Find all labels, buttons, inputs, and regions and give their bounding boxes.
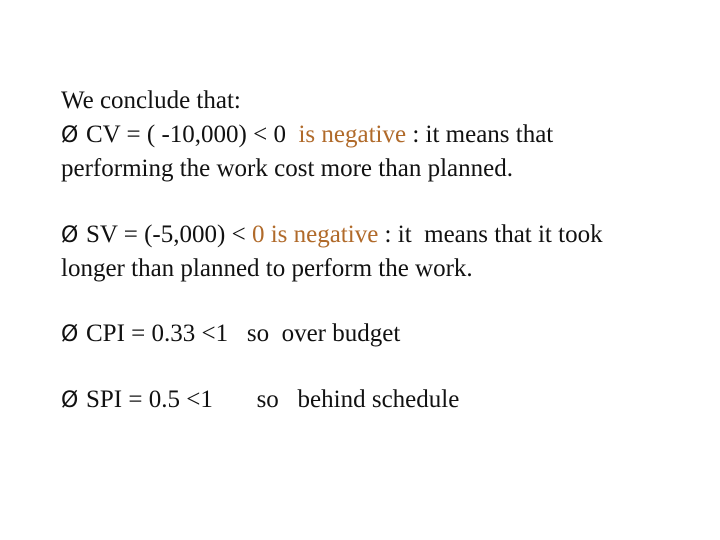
spacer — [61, 286, 701, 317]
cpi-line — [61, 317, 701, 351]
spi-line — [61, 383, 701, 417]
cv-line — [61, 118, 701, 152]
cv-prefix: CV = ( -10,000) < 0 — [86, 121, 299, 148]
arrow-bullet-icon: Ø — [61, 388, 79, 413]
spi-text: SPI = 0.5 <1 so behind schedule — [86, 386, 460, 413]
cv-suffix: : it means that — [406, 121, 554, 148]
sv-highlight: 0 is negative — [251, 221, 379, 248]
sv-line — [61, 218, 701, 252]
cv-continuation: performing the work cost more than planned. — [61, 155, 513, 182]
arrow-bullet-icon: Ø — [61, 123, 79, 148]
intro-line: We conclude that: — [61, 87, 241, 114]
sv-prefix: SV = (-5,000) < — [86, 221, 252, 248]
arrow-bullet-icon: Ø — [61, 322, 79, 347]
sv-continuation: longer than planned to perform the work. — [61, 255, 473, 282]
cpi-text: CPI = 0.33 <1 so over budget — [86, 320, 401, 347]
spacer — [61, 351, 701, 383]
sv-suffix: : it means that it took — [378, 221, 603, 248]
arrow-bullet-icon: Ø — [61, 223, 79, 248]
cv-highlight: is negative — [298, 121, 407, 148]
conclusion-text-block — [61, 84, 701, 417]
spacer — [61, 186, 701, 218]
